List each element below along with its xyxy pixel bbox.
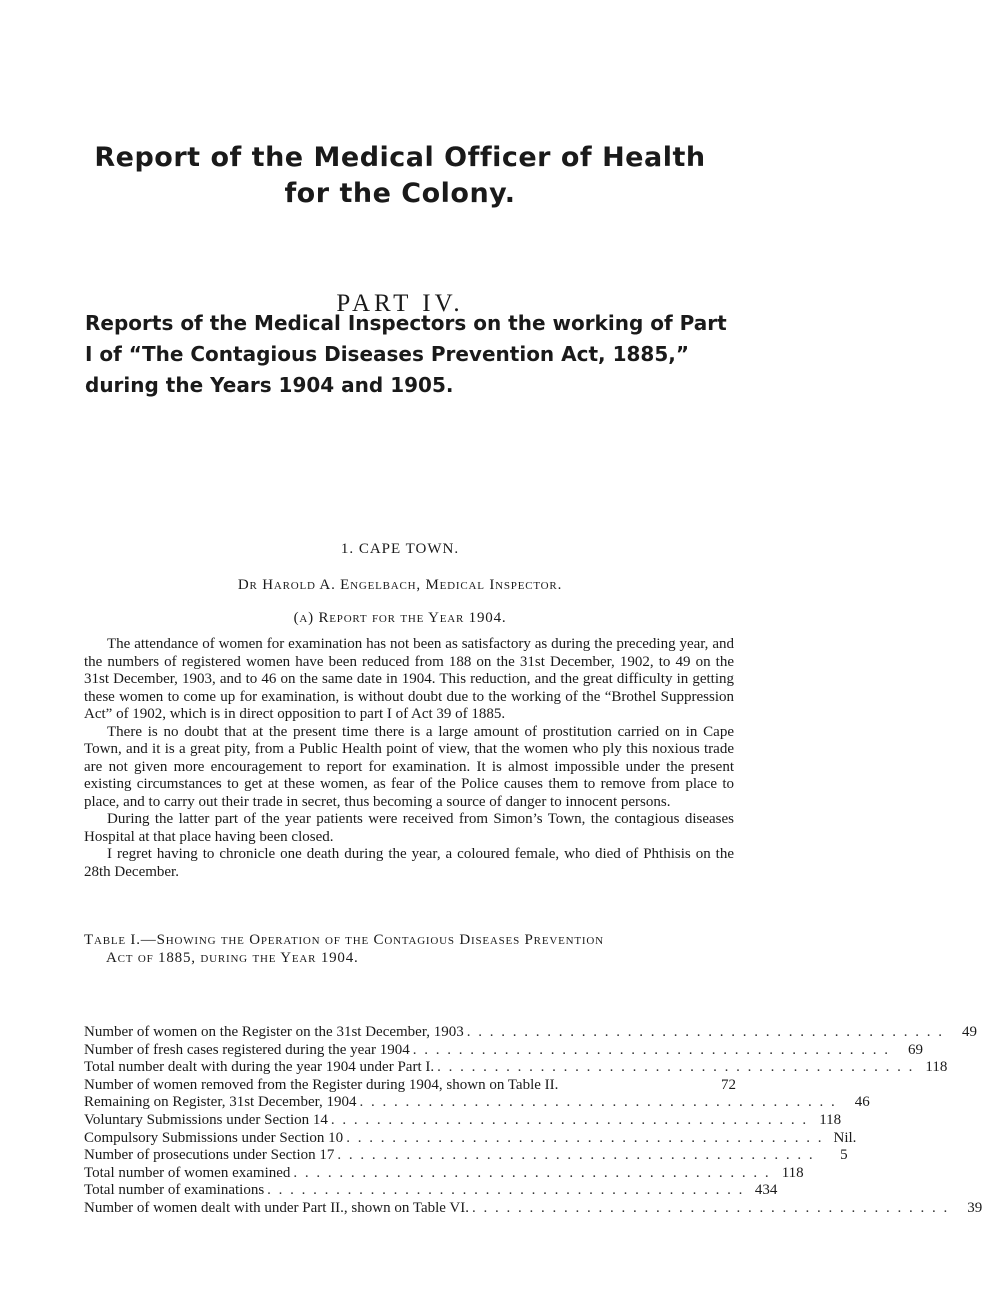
table-row (84, 1094, 870, 1112)
report-year-label: (a) Report for the Year 1904. (293, 610, 507, 626)
dot-leader: . . . . . . . . . . . . . . . . . . . . . . . . . . . . . . . . . . . . . . . . . . (466, 1024, 944, 1040)
row-value: 69 (907, 1041, 923, 1058)
row-value: 49 (961, 1024, 977, 1040)
row-label: Voluntary Submissions under Section 14 (84, 1111, 328, 1128)
row-label: Total number of examinations (84, 1182, 265, 1199)
table-row (84, 1147, 848, 1165)
row-value: 46 (854, 1094, 870, 1111)
paragraph: The attendance of women for examination has not been as satisfactory as during the preceding year, and the numbers of registered women have been reduced from 188 on the 31st December, 1902, to 49 on the 31st December, 1903, and to 46 on the same date in 1904. This reduction, and the great difficulty in getting these women to come up for examination, is without doubt due to the working of the “Brothel Suppression Act” of 1902, which is in direct opposition to part I of Act 39 of 1885. (84, 636, 734, 722)
row-value: 434 (754, 1182, 778, 1199)
row-label: Number of women removed from the Register during 1904, shown on Table II. (84, 1076, 559, 1093)
report-title-line2: for the Colony. (284, 178, 516, 209)
dot-leader: . . . . . . . . . . . . . . . . . . . . . . . . . . . . . . . . . . . . . . . . . . (437, 1059, 915, 1076)
section-heading: 1. CAPE TOWN. (340, 541, 460, 557)
row-value: 118 (781, 1164, 804, 1181)
report-body (84, 636, 734, 881)
dot-leader: . . . . . . . . . . . . . . . . . . . . . . . . . . . . . . . . . . . . . . . . . . (267, 1182, 745, 1199)
table-row (84, 1199, 982, 1218)
inspector-line: Dr Harold A. Engelbach, Medical Inspector. (237, 577, 563, 593)
table-caption-line1: Table I.—Showing the Operation of the Contagious Diseases Prevention (84, 932, 604, 948)
dot-leader: . . . . . . . . . . . . . . . . . . . . . . . . . . . . . . . . . . . . . . . . . . (337, 1147, 815, 1164)
row-label: Number of prosecutions under Section 17 (84, 1147, 335, 1164)
row-value: 39 (967, 1199, 982, 1216)
table-caption (84, 931, 734, 967)
part-heading: PART IV. (336, 290, 464, 317)
row-label: Remaining on Register, 31st December, 1904 (84, 1094, 357, 1111)
row-value: 118 (925, 1059, 948, 1076)
row-label: Number of women on the Register on the 31st December, 1903 (84, 1024, 464, 1040)
dot-leader: . . . . . . . . . . . . . . . . . . . . . . . . . . . . . . . . . . . . . . . . . . (359, 1094, 837, 1111)
dot-leader: . . . . . . . . . . . . . . . . . . . . . . . . . . . . . . . . . . . . . . . . . . (346, 1129, 824, 1146)
row-label: Total number dealt with during the year 1904 under Part I. (84, 1059, 435, 1076)
paragraph: There is no doubt that at the present time there is a large amount of prostitution carried on in Cape Town, and it is a great pity, from a Public Health point of view, that the women who ply this noxious trade are not given more encouragement to report for examination. It is almost impossible under the present existing circumstances to get at these women, as fear of the Police causes them to remove from place to place, and to carry out their trade in secret, thus becoming a source of danger to innocent persons. (84, 723, 734, 810)
dot-leader: . . . . . . . . . . . . . . . . . . . . . . . . . . . . . . . . . . . . . . . . . . (293, 1164, 771, 1181)
table-row (84, 1111, 842, 1130)
table-row (84, 1077, 736, 1095)
table-caption-line2: Act of 1885, during the Year 1904. (106, 950, 359, 966)
table-row (84, 1041, 923, 1060)
report-title: Report of the Medical Officer of Health (94, 142, 706, 173)
table-row (84, 1024, 977, 1042)
row-label: Number of fresh cases registered during the year 1904 (84, 1041, 410, 1058)
row-label: Total number of women examined (84, 1164, 291, 1181)
row-label: Number of women dealt with under Part II., shown on Table VI. (84, 1199, 469, 1216)
row-value: 5 (840, 1147, 848, 1164)
table-row (84, 1059, 948, 1077)
statistics-table (84, 1024, 982, 1218)
dot-leader: . . . . . . . . . . . . . . . . . . . . . . . . . . . . . . . . . . . . . . . . . . (471, 1199, 950, 1216)
row-value: 118 (819, 1111, 842, 1128)
dot-leader: . . . . . . . . . . . . . . . . . . . . . . . . . . . . . . . . . . . . . . . . . . (412, 1041, 890, 1058)
paragraph: During the latter part of the year patients were received from Simon’s Town, the contagious diseases Hospital at that place having been closed. (84, 811, 734, 845)
row-value: Nil. (833, 1129, 857, 1146)
row-value: 72 (721, 1076, 736, 1093)
paragraph: I regret having to chronicle one death during the year, a coloured female, who died of Phthisis on the 28th December. (84, 846, 734, 880)
report-subtitle: Reports of the Medical Inspectors on the working of Part I of “The Contagious Diseases Prevention Act, 1885,” during the Years 1904 and 1905. (85, 311, 727, 397)
table-row (84, 1129, 857, 1148)
dot-leader: . . . . . . . . . . . . . . . . . . . . . . . . . . . . . . . . . . . . . . . . . . (330, 1111, 809, 1128)
table-row (84, 1182, 778, 1200)
row-label: Compulsory Submissions under Section 10 (84, 1129, 344, 1146)
table-row (84, 1164, 804, 1183)
